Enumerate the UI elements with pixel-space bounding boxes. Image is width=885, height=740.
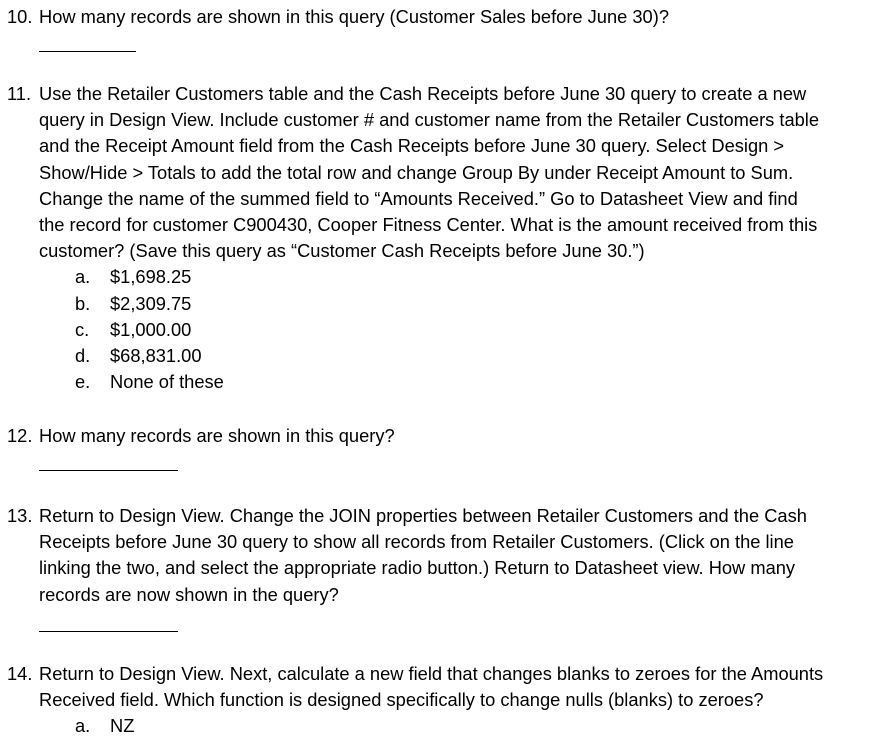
question-text <box>39 4 884 30</box>
question-line: and the Receipt Amount field from the Cash Receipts before June 30 query. Select Design > <box>39 135 785 157</box>
question-line: customer? (Save this query as “Customer Cash Receipts before June 30.”) <box>39 240 645 262</box>
option-text: NZ <box>110 715 135 737</box>
option-text: None of these <box>110 371 224 393</box>
question-text <box>39 661 884 713</box>
question-line: How many records are shown in this query (Customer Sales before June 30)? <box>39 6 669 27</box>
option-letter: a. <box>75 715 91 737</box>
answer-line <box>39 631 178 632</box>
question-number: 13. <box>7 505 33 526</box>
option-text: $2,309.75 <box>110 292 192 314</box>
option-b <box>75 291 884 317</box>
question-line: Receipts before June 30 query to show all records from Retailer Customers. (Click on the line <box>39 531 794 553</box>
option-a <box>75 713 884 739</box>
question-10 <box>0 4 884 30</box>
question-line: Return to Design View. Change the JOIN properties between Retailer Customers and the Cash <box>39 505 807 526</box>
question-line: Change the name of the summed field to “Amounts Received.” Go to Datasheet View and find <box>39 187 798 209</box>
question-number: 10. <box>7 6 33 27</box>
option-text: $68,831.00 <box>110 345 202 367</box>
option-text: $1,000.00 <box>110 318 192 340</box>
option-e <box>75 369 884 395</box>
option-d <box>75 343 884 369</box>
question-line: Received field. Which function is designed specifically to change nulls (blanks) to zeroes? <box>39 689 764 711</box>
question-number: 12. <box>7 425 33 446</box>
option-text: $1,698.25 <box>110 266 192 288</box>
option-a <box>75 264 884 290</box>
question-number: 11. <box>7 83 32 104</box>
question-line: records are now shown in the query? <box>39 583 339 605</box>
question-line: Use the Retailer Customers table and the Cash Receipts before June 30 query to create a new <box>39 83 807 104</box>
question-13 <box>0 503 884 608</box>
option-letter: d. <box>75 345 91 367</box>
question-text <box>39 423 884 449</box>
question-line: Return to Design View. Next, calculate a new field that changes blanks to zeroes for the Amounts <box>39 663 824 684</box>
question-number: 14. <box>7 663 33 684</box>
option-letter: c. <box>75 318 90 340</box>
answer-line <box>39 470 178 471</box>
question-text <box>39 503 884 608</box>
question-line: linking the two, and select the appropriate radio button.) Return to Datasheet view. How many <box>39 557 796 579</box>
option-letter: e. <box>75 371 91 393</box>
answer-options <box>75 264 884 395</box>
answer-options <box>75 713 884 739</box>
question-line: the record for customer C900430, Cooper Fitness Center. What is the amount received from this <box>39 214 818 236</box>
option-c <box>75 317 884 343</box>
option-letter: b. <box>75 292 91 314</box>
question-12 <box>0 423 884 449</box>
option-letter: a. <box>75 266 91 288</box>
answer-line <box>39 51 136 52</box>
question-14 <box>0 661 884 740</box>
question-line: Show/Hide > Totals to add the total row and change Group By under Receipt Amount to Sum. <box>39 161 794 183</box>
question-line: query in Design View. Include customer # and customer name from the Retailer Customers table <box>39 109 820 131</box>
question-text <box>39 81 884 264</box>
question-line: How many records are shown in this query? <box>39 425 395 446</box>
question-11 <box>0 81 884 395</box>
